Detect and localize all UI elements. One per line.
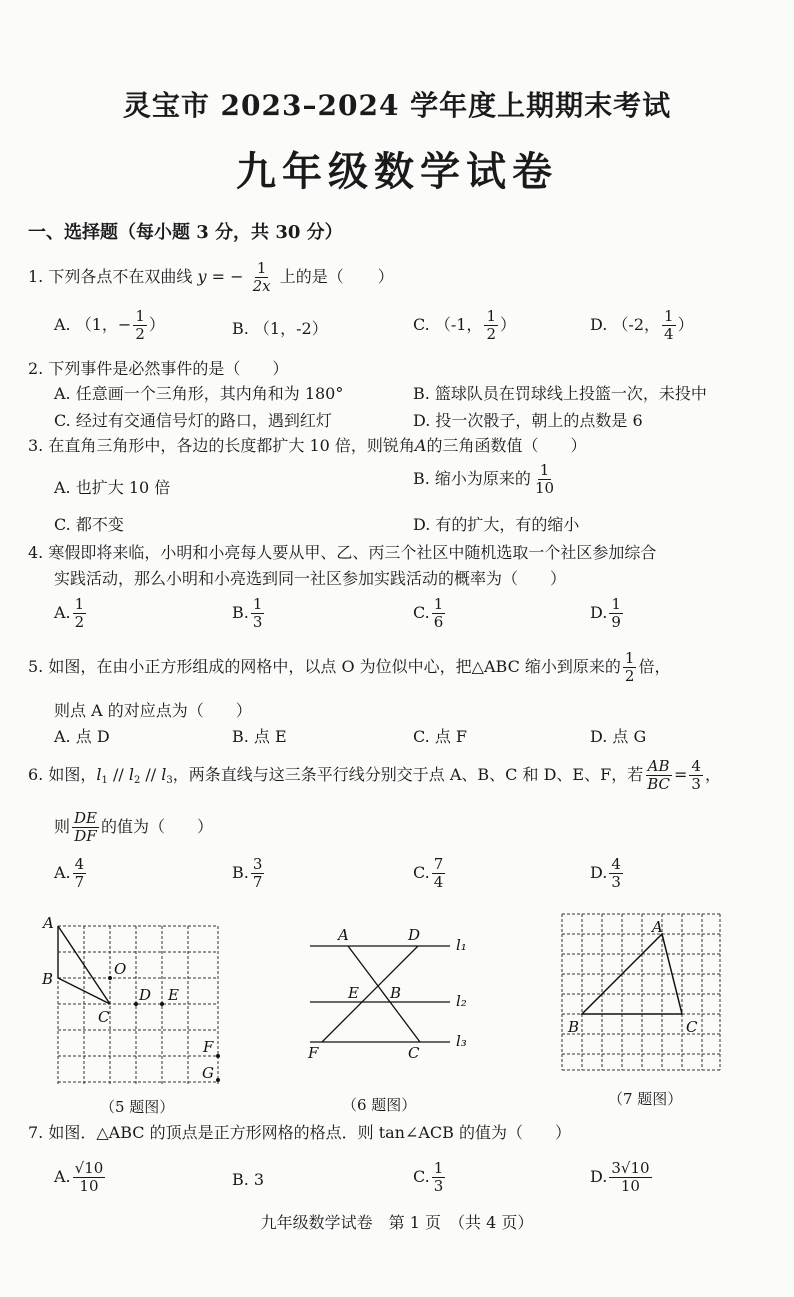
label-e: E xyxy=(168,986,179,1004)
option-c: C. 都不变 xyxy=(54,515,124,534)
question-4-line1: 4. 寒假即将来临，小明和小亮每人要从甲、乙、丙三个社区中随机选取一个社区参加综合 xyxy=(28,543,657,562)
figure-7-grid xyxy=(556,910,726,1075)
question-5-line1: 5. 如图，在由小正方形组成的网格中，以点 O 为位似中心，把△ABC 缩小到原来的 $\frac{1}{2}$ 倍， xyxy=(28,649,671,685)
figure-5-caption: （5 题图） xyxy=(100,1098,175,1116)
question-number: 1. xyxy=(28,267,44,286)
section-heading: 一、选择题（每小题 3 分，共 30 分） xyxy=(28,222,343,243)
question-1-stem xyxy=(28,260,394,295)
option-a: A. 任意画一个三角形，其内角和为 180° xyxy=(54,384,344,403)
label-c: C xyxy=(686,1018,698,1036)
option-d: D. $\frac{1}{9}$ xyxy=(590,595,621,631)
question-3-stem: 3. 在直角三角形中，各边的长度都扩大 10 倍，则锐角A的三角函数值（ ） xyxy=(28,436,587,455)
option-c: C. 点 F xyxy=(413,727,468,746)
label-a: A xyxy=(43,914,54,932)
label-f: F xyxy=(203,1038,214,1056)
option-d: D. （-2， $\frac{1}{4}$ ） xyxy=(590,307,694,343)
question-4-line2: 实践活动，那么小明和小亮选到同一社区参加实践活动的概率为（ ） xyxy=(54,569,567,588)
option-b: B. 点 E xyxy=(232,727,287,746)
label-a: A xyxy=(652,918,663,936)
label-a: A xyxy=(338,926,349,944)
label-b: B xyxy=(568,1018,580,1036)
option-b: B. 3 xyxy=(232,1170,265,1189)
question-6-line2: 则 $\frac{DE}{DF}$ 的值为（ ） xyxy=(54,809,214,845)
stem-close: ） xyxy=(377,267,394,286)
label-l1: l₁ xyxy=(456,936,467,954)
option-a: A. $\frac{4}{7}$ xyxy=(54,855,85,891)
figure-6-caption: （6 题图） xyxy=(342,1096,417,1114)
label-l2: l₂ xyxy=(456,992,467,1010)
label-c: C xyxy=(98,1008,110,1026)
option-c: C. $\frac{1}{6}$ xyxy=(413,595,444,631)
label-d: D xyxy=(408,926,421,944)
label-d: D xyxy=(139,986,152,1004)
figure-5-grid xyxy=(38,912,228,1087)
option-a: A. （1，− $\frac{1}{2}$ ） xyxy=(54,307,165,343)
page-footer: 九年级数学试卷 第 1 页 （共 4 页） xyxy=(260,1213,534,1232)
label-f: F xyxy=(308,1044,319,1062)
option-c: C. （-1， $\frac{1}{2}$ ） xyxy=(413,307,516,343)
option-a: A. $\frac{√10}{10}$ xyxy=(54,1159,104,1195)
option-b: B. 缩小为原来的 $\frac{1}{10}$ xyxy=(413,461,555,497)
question-7-stem: 7. 如图．△ABC 的顶点是正方形网格的格点．则 tan∠ACB 的值为（ ） xyxy=(28,1123,572,1142)
label-o: O xyxy=(114,960,127,978)
question-2-stem: 2. 下列事件是必然事件的是（ ） xyxy=(28,359,289,378)
exam-title: 灵宝市 2023–2024 学年度上期期末考试 xyxy=(122,89,672,122)
option-a: A. $\frac{1}{2}$ xyxy=(54,595,85,631)
option-d: D. 有的扩大，有的缩小 xyxy=(413,515,580,534)
stem-text: 下列各点不在双曲线 xyxy=(48,267,193,286)
figure-7-caption: （7 题图） xyxy=(608,1090,683,1108)
label-g: G xyxy=(202,1064,214,1082)
stem-text: 上的是（ xyxy=(279,267,344,286)
option-d: D. $\frac{3√10}{10}$ xyxy=(590,1159,650,1195)
label-l3: l₃ xyxy=(456,1032,467,1050)
exam-subtitle: 九年级数学试卷 xyxy=(236,148,558,195)
figure-6-parallel-lines xyxy=(300,924,490,1064)
option-b: B. $\frac{3}{7}$ xyxy=(232,855,263,891)
option-d: D. 投一次骰子，朝上的点数是 6 xyxy=(413,411,643,430)
option-c: C. $\frac{1}{3}$ xyxy=(413,1159,444,1195)
option-b: B. 篮球队员在罚球线上投篮一次，未投中 xyxy=(413,384,707,403)
option-d: D. 点 G xyxy=(590,727,647,746)
option-a: A. 点 D xyxy=(54,727,110,746)
option-b: B. （1，-2） xyxy=(232,319,328,338)
option-b: B. $\frac{1}{3}$ xyxy=(232,595,263,631)
option-c: C. $\frac{7}{4}$ xyxy=(413,855,444,891)
question-6-line1: 6. 如图，$l_1 // l_2 // l_3$，两条直线与这三条平行线分别交于点 A、B、C 和 D、E、F，若 $\frac{AB}{BC}$ = $\frac{4}{3}$ ， xyxy=(28,757,721,793)
equation-text: y = − xyxy=(197,267,244,286)
option-c: C. 经过有交通信号灯的路口，遇到红灯 xyxy=(54,411,332,430)
label-b: B xyxy=(390,984,402,1002)
fraction: $\frac{1}{2x}$ xyxy=(252,259,271,295)
option-d: D. $\frac{4}{3}$ xyxy=(590,855,621,891)
label-c: C xyxy=(408,1044,420,1062)
option-a: A. 也扩大 10 倍 xyxy=(54,478,171,497)
label-b: B xyxy=(42,970,54,988)
question-5-line2: 则点 A 的对应点为（ ） xyxy=(54,701,252,720)
label-e: E xyxy=(348,984,359,1002)
